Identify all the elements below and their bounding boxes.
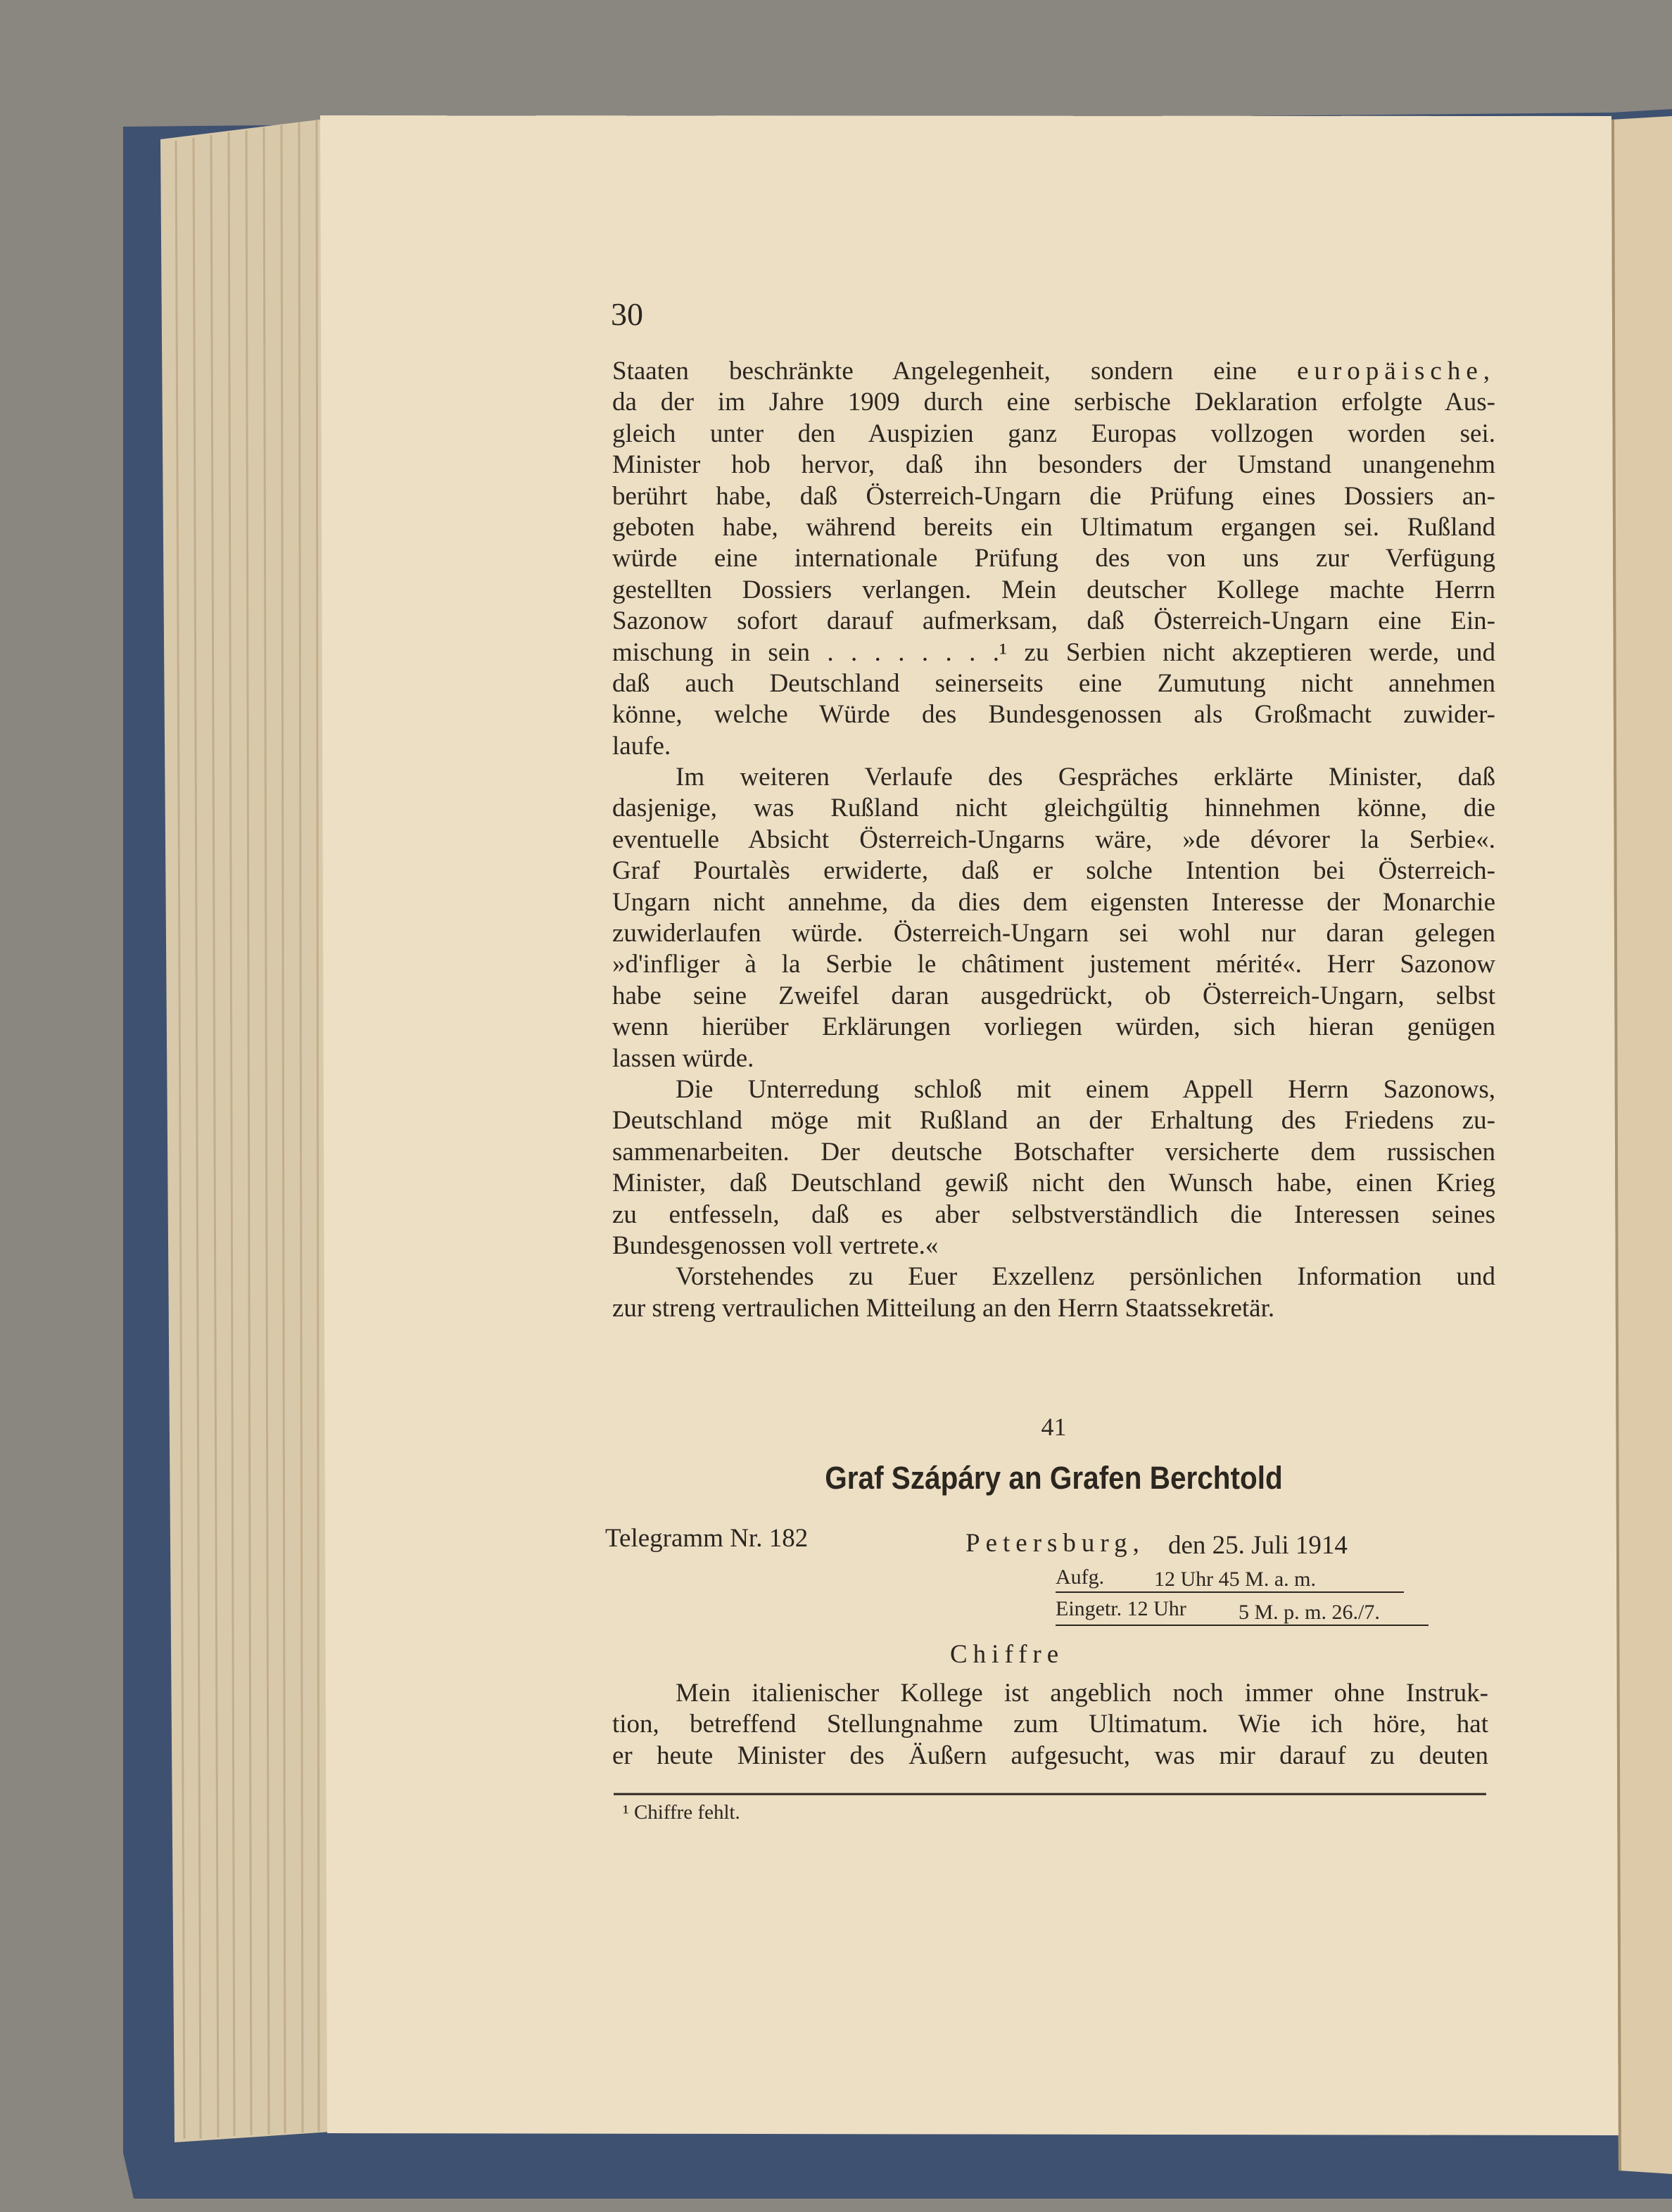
text-line: zu entfesseln, daß es aber selbstverständlich die Interessen seines [612,1200,1495,1229]
text-line: sammenarbeiten. Der deutsche Botschafter versicherte dem russischen [612,1137,1495,1167]
cipher-label: Chiffre [950,1640,1065,1669]
text-line: zuwiderlaufen würde. Österreich-Ungarn sei wohl nur daran gelegen [612,919,1495,948]
text-line: würde eine internationale Prüfung des von uns zur Verfügung [612,544,1495,573]
text-line: Im weiteren Verlaufe des Gespräches erklärte Minister, daß [676,763,1495,792]
text-line: habe seine Zweifel daran ausgedrückt, ob Österreich-Ungarn, selbst [612,981,1495,1010]
eingetr-time: 5 M. p. m. 26./7. [1239,1601,1380,1624]
text-line [612,356,1495,387]
telegram-number: Telegramm Nr. 182 [605,1524,809,1553]
line-first-part: Staaten beschränkte Angelegenheit, sondern eine [612,357,1257,386]
text-line: Ungarn nicht annehme, da dies dem eigensten Interesse der Monarchie [612,887,1495,917]
text-line: lassen würde. [612,1043,754,1073]
aufg-label: Aufg. [1056,1565,1105,1589]
text-line: er heute Minister des Äußern aufgesucht, was mir darauf zu deuten [612,1741,1488,1770]
facing-page [1611,116,1672,2174]
text-line: könne, welche Würde des Bundesgenossen als Großmacht zuwider- [612,700,1495,730]
text-line: Mein italienischer Kollege ist angeblich noch immer ohne Instruk- [676,1679,1488,1708]
text-line: Minister hob hervor, daß ihn besonders der Umstand unangenehm [612,450,1495,480]
text-line: laufe. [612,731,671,761]
text-line: berührt habe, daß Österreich-Ungarn die Prüfung eines Dossiers an- [612,481,1495,511]
text-line: tion, betreffend Stellungnahme zum Ultimatum. Wie ich höre, hat [612,1710,1488,1739]
text-line: Bundesgenossen voll vertrete.« [612,1231,939,1260]
spaced-word: europäische, [1297,357,1495,386]
document-number: 41 [1041,1413,1067,1441]
page-edges [160,118,331,2142]
text-line: gestellten Dossiers verlangen. Mein deutscher Kollege machte Herrn [612,575,1495,604]
text-line: »d'infliger à la Serbie le châtiment justement mérité«. Herr Sazonow [612,950,1495,979]
text-line: Deutschland möge mit Rußland an der Erhaltung des Friedens zu- [612,1106,1495,1136]
text-line: Sazonow sofort darauf aufmerksam, daß Österreich-Ungarn eine Ein- [612,606,1495,636]
place-name: Petersburg, [965,1529,1145,1558]
text-line: da der im Jahre 1909 durch eine serbische Deklaration erfolgte Aus- [612,388,1495,417]
eingetr-label: Eingetr. 12 Uhr [1056,1597,1186,1620]
text-line: geboten habe, während bereits ein Ultimatum ergangen sei. Rußland [612,512,1495,542]
page-number: 30 [611,296,643,332]
text-line: mischung in sein . . . . . . . .¹ zu Serbien nicht akzeptieren werde, und [612,637,1495,667]
text-line: eventuelle Absicht Österreich-Ungarns wäre, »de dévorer la Serbie«. [612,825,1495,854]
section-heading: Graf Szápáry an Grafen Berchtold [825,1460,1283,1496]
text-line: Die Unterredung schloß mit einem Appell Herrn Sazonows, [676,1074,1495,1104]
text-line: daß auch Deutschland seinerseits eine Zumutung nicht annehmen [612,668,1495,698]
aufg-time: 12 Uhr 45 M. a. m. [1154,1568,1316,1591]
text-line: gleich unter den Auspizien ganz Europas vollzogen worden sei. [612,419,1495,448]
text-line: Minister, daß Deutschland gewiß nicht den Wunsch habe, einen Krieg [612,1169,1495,1198]
text-line: wenn hierüber Erklärungen vorliegen würden, sich hieran genügen [612,1012,1495,1042]
telegram-text [612,1678,1488,1772]
text-line: Vorstehendes zu Euer Exzellenz persönlichen Information und [676,1262,1495,1292]
footnote: ¹ Chiffre fehlt. [623,1801,740,1824]
date: den 25. Juli 1914 [1168,1531,1348,1560]
text-line: dasjenige, was Rußland nicht gleichgültig hinnehmen könne, die [612,794,1495,823]
text-line: Graf Pourtalès erwiderte, daß er solche Intention bei Österreich- [612,856,1495,886]
body-text [612,356,1495,1324]
text-line: zur streng vertraulichen Mitteilung an den Herrn Staatssekretär. [612,1293,1275,1323]
